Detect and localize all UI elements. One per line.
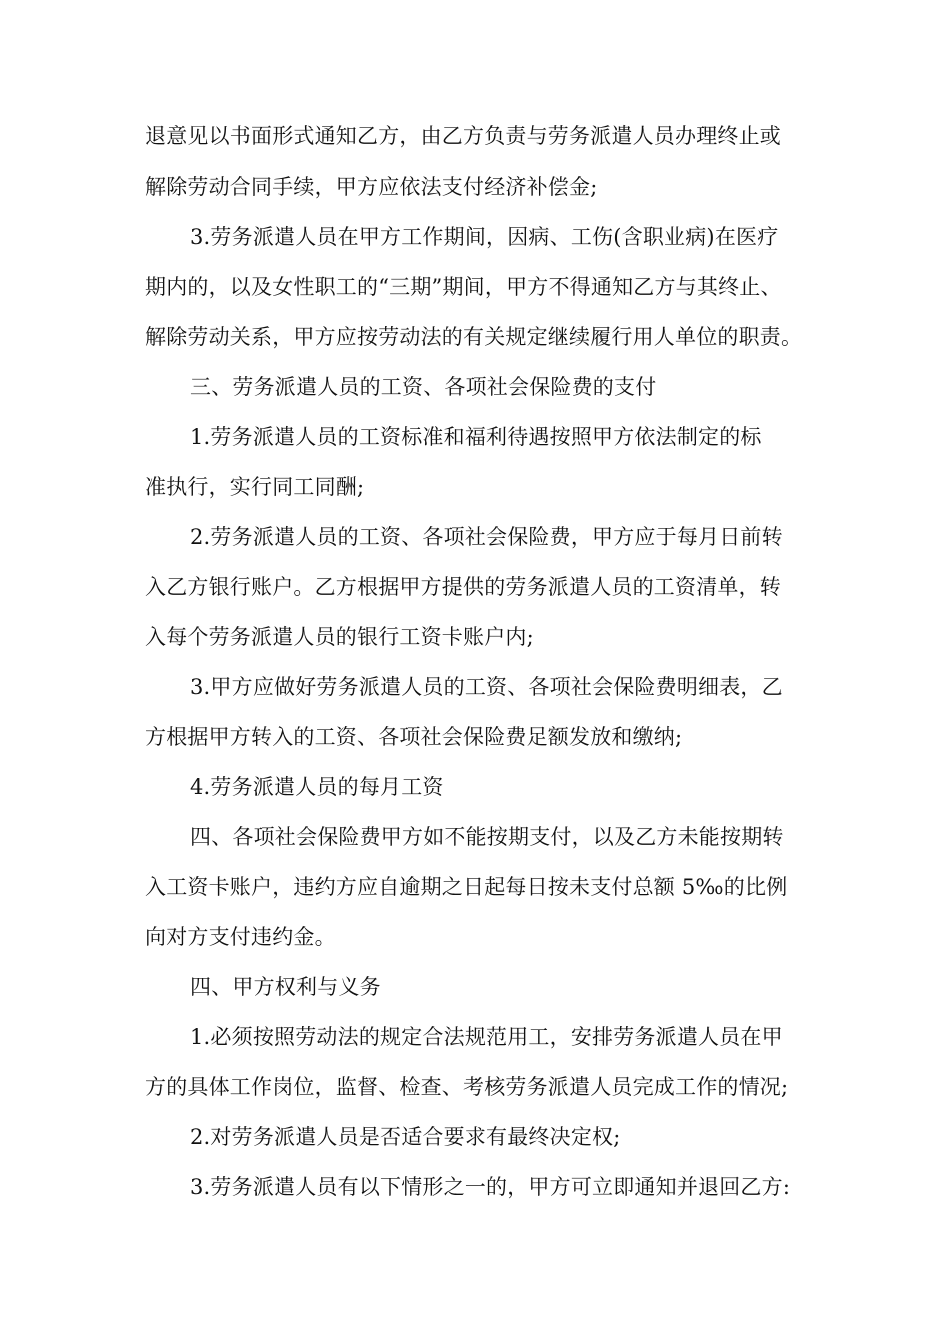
text-line: 准执行，实行同工同酬; bbox=[145, 475, 365, 499]
text-line: 4.劳务派遣人员的每月工资 bbox=[190, 775, 444, 799]
text-line: 2.对劳务派遣人员是否适合要求有最终决定权; bbox=[190, 1125, 621, 1149]
text-line: 向对方支付违约金。 bbox=[145, 925, 336, 949]
text-line: 1.必须按照劳动法的规定合法规范用工，安排劳务派遣人员在甲 bbox=[190, 1025, 783, 1049]
section-heading: 四、甲方权利与义务 bbox=[190, 975, 381, 999]
text-line: 3.劳务派遣人员在甲方工作期间，因病、工伤(含职业病)在医疗 bbox=[190, 225, 779, 249]
text-line: 入每个劳务派遣人员的银行工资卡账户内; bbox=[145, 625, 534, 649]
text-line: 解除劳动合同手续，甲方应依法支付经济补偿金; bbox=[145, 175, 598, 199]
text-line: 方根据甲方转入的工资、各项社会保险费足额发放和缴纳; bbox=[145, 725, 683, 749]
text-line: 四、各项社会保险费甲方如不能按期支付，以及乙方未能按期转 bbox=[190, 825, 784, 849]
text-line: 期内的，以及女性职工的“三期”期间，甲方不得通知乙方与其终止、 bbox=[145, 275, 782, 299]
text-line: 入工资卡账户，违约方应自逾期之日起每日按未支付总额 5‰的比例 bbox=[145, 875, 788, 899]
text-line: 2.劳务派遣人员的工资、各项社会保险费，甲方应于每月日前转 bbox=[190, 525, 783, 549]
text-line: 方的具体工作岗位，监督、检查、考核劳务派遣人员完成工作的情况; bbox=[145, 1075, 789, 1099]
section-heading: 三、劳务派遣人员的工资、各项社会保险费的支付 bbox=[190, 375, 657, 399]
text-line: 3.劳务派遣人员有以下情形之一的，甲方可立即通知并退回乙方: bbox=[190, 1175, 791, 1199]
text-line: 3.甲方应做好劳务派遣人员的工资、各项社会保险费明细表，乙 bbox=[190, 675, 783, 699]
text-line: 入乙方银行账户。乙方根据甲方提供的劳务派遣人员的工资清单，转 bbox=[145, 575, 781, 599]
text-line: 退意见以书面形式通知乙方，由乙方负责与劳务派遣人员办理终止或 bbox=[145, 124, 781, 148]
text-line: 解除劳动关系，甲方应按劳动法的有关规定继续履行用人单位的职责。 bbox=[145, 325, 803, 349]
text-line: 1.劳务派遣人员的工资标准和福利待遇按照甲方依法制定的标 bbox=[190, 425, 762, 449]
